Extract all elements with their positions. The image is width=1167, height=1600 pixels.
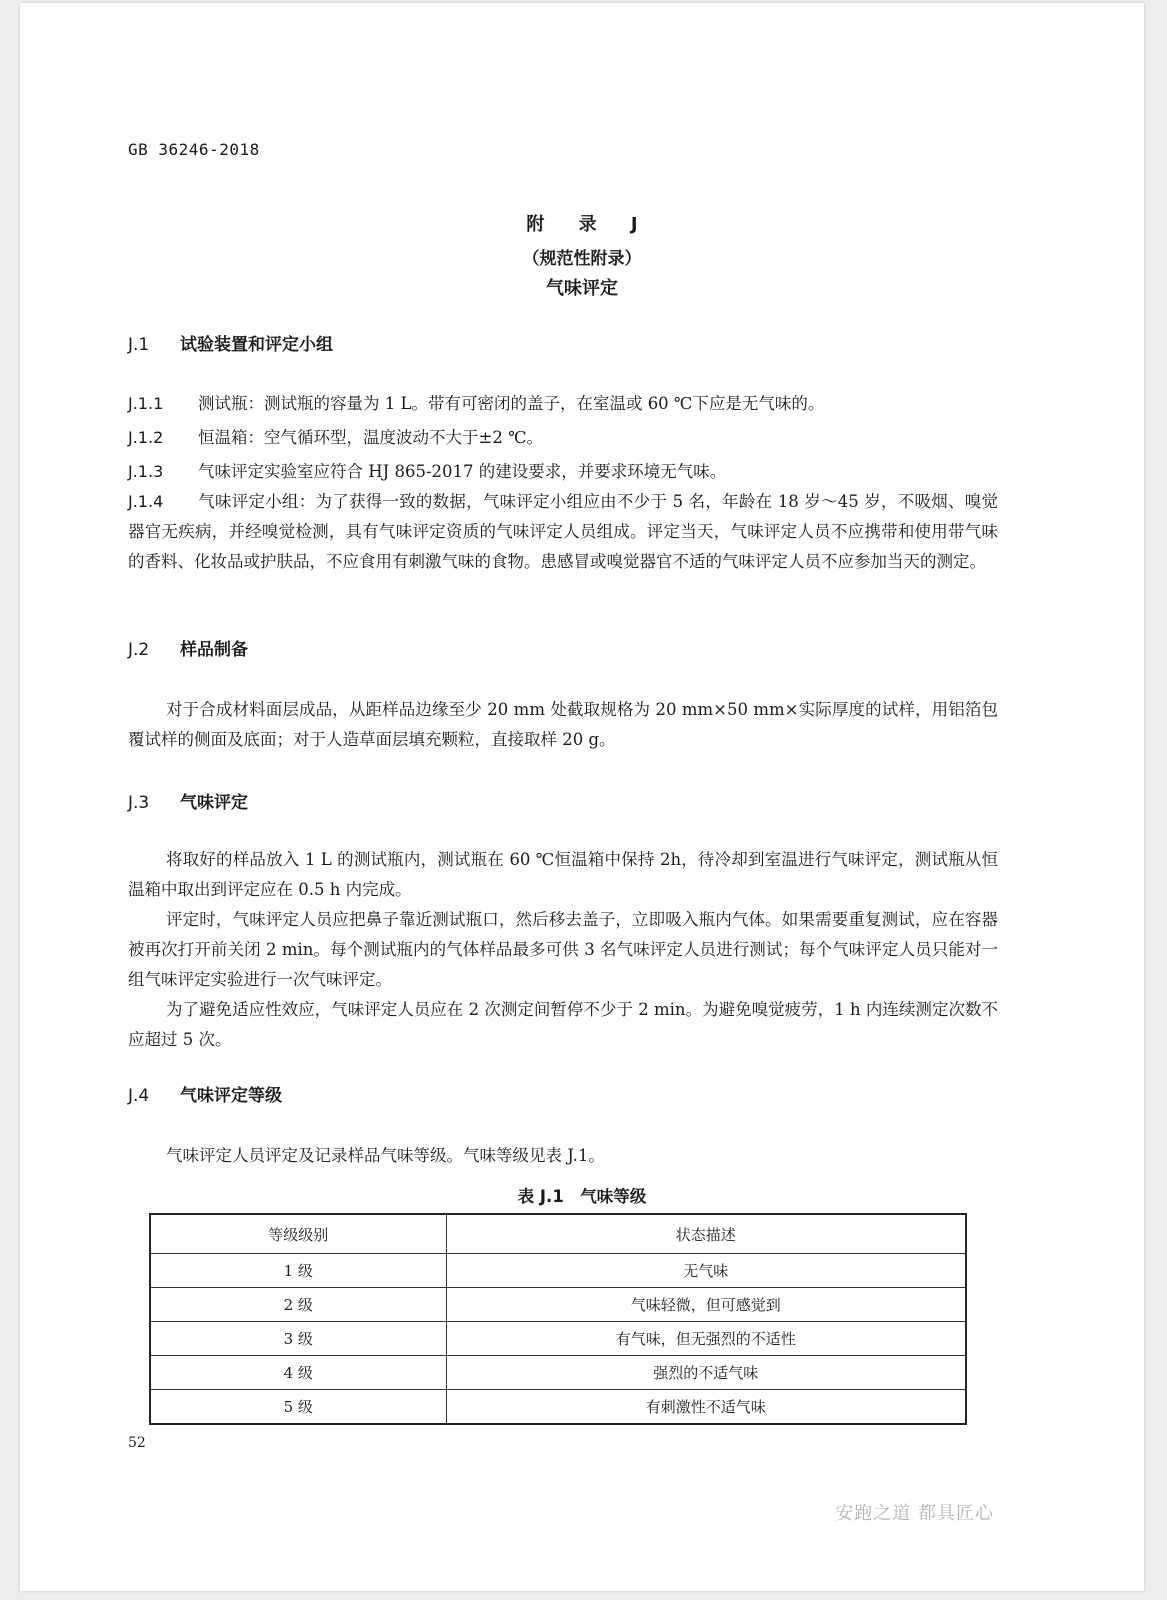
section-title: 试验装置和评定小组 [180, 335, 333, 355]
table-row [150, 1254, 966, 1288]
section-number: J.1 [128, 335, 150, 355]
document-page [20, 3, 1144, 1591]
clause-text: 恒温箱：空气循环型，温度波动不大于±2 ℃。 [198, 428, 544, 447]
paragraph-j3-2: 评定时，气味评定人员应把鼻子靠近测试瓶口，然后移去盖子，立即吸入瓶内气体。如果需要重复测试，应在容器被再次打开前关闭 2 min。每个测试瓶内的气体样品最多可供 3 名气味评定人员进行测试；每个气味评定人员只能对一组气味评定实验进行一次气味评定。 [128, 910, 998, 989]
table-cell: 3 级 [150, 1322, 446, 1356]
annex-name: 气味评定 [546, 278, 618, 299]
table-cell: 1 级 [150, 1254, 446, 1288]
table-header-cell: 状态描述 [446, 1214, 966, 1254]
clause-j-1-4 [128, 487, 998, 577]
table-header-row [150, 1214, 966, 1254]
paragraph-j4: 气味评定人员评定及记录样品气味等级。气味等级见表 J.1。 [166, 1146, 605, 1165]
table-row [150, 1322, 966, 1356]
table-caption: 表 J.1 气味等级 [517, 1187, 647, 1206]
clause-j-1-1 [128, 389, 998, 419]
clause-text: 测试瓶：测试瓶的容量为 1 L。带有可密闭的盖子，在室温或 60 ℃下应是无气味的。 [198, 394, 825, 413]
paragraph-j3-1: 将取好的样品放入 1 L 的测试瓶内，测试瓶在 60 ℃恒温箱中保持 2h，待冷却到室温进行气味评定，测试瓶从恒温箱中取出到评定应在 0.5 h 内完成。 [128, 850, 998, 899]
section-number: J.3 [128, 793, 150, 813]
clause-number: J.1.4 [128, 492, 164, 511]
clause-text: 气味评定实验室应符合 HJ 865-2017 的建设要求，并要求环境无气味。 [198, 462, 727, 481]
clause-j-1-3 [128, 457, 998, 487]
table-row [150, 1288, 966, 1322]
table-cell: 2 级 [150, 1288, 446, 1322]
page-number: 52 [128, 1435, 146, 1451]
section-heading-j1 [128, 330, 333, 355]
table-cell: 有刺激性不适气味 [446, 1390, 966, 1425]
section-heading-j2 [128, 635, 248, 660]
table-cell: 气味轻微，但可感觉到 [446, 1288, 966, 1322]
annex-title: 附 录 J [526, 214, 652, 235]
section-heading-j4 [128, 1081, 282, 1106]
paragraph-j3-3: 为了避免适应性效应，气味评定人员应在 2 次测定间暂停不少于 2 min。为避免嗅觉疲劳，1 h 内连续测定次数不应超过 5 次。 [128, 1000, 998, 1049]
table-cell: 5 级 [150, 1390, 446, 1425]
clause-number: J.1.1 [128, 394, 164, 413]
clause-text: 气味评定小组：为了获得一致的数据，气味评定小组应由不少于 5 名，年龄在 18 岁～45 岁，不吸烟、嗅觉器官无疾病，并经嗅觉检测，具有气味评定资质的气味评定人员组成。评定当天，气味评定人员不应携带和使用带气味的香料、化妆品或护肤品，不应食用有刺激气味的食物。患感冒或嗅觉器官不适的气味评定人员不应参加当天的测定。 [128, 492, 998, 571]
section-heading-j3 [128, 788, 248, 813]
paragraph-j2: 对于合成材料面层成品，从距样品边缘至少 20 mm 处截取规格为 20 mm×50 mm×实际厚度的试样，用铝箔包覆试样的侧面及底面；对于人造草面层填充颗粒，直接取样 20 g。 [128, 700, 998, 749]
odor-grade-table [149, 1213, 967, 1425]
watermark-text: 安跑之道 都具匠心 [835, 1503, 994, 1524]
table-row [150, 1390, 966, 1425]
section-number: J.4 [128, 1086, 150, 1106]
table-cell: 4 级 [150, 1356, 446, 1390]
section-title: 气味评定等级 [180, 1086, 282, 1106]
table-cell: 强烈的不适气味 [446, 1356, 966, 1390]
table-cell: 有气味，但无强烈的不适性 [446, 1322, 966, 1356]
clause-number: J.1.2 [128, 428, 164, 447]
section-title: 气味评定 [180, 793, 248, 813]
table-row [150, 1356, 966, 1390]
section-number: J.2 [128, 640, 150, 660]
clause-j-1-2 [128, 423, 998, 453]
section-title: 样品制备 [180, 640, 248, 660]
standard-code: GB 36246-2018 [128, 140, 260, 159]
clause-number: J.1.3 [128, 462, 164, 481]
table-header-cell: 等级级别 [150, 1214, 446, 1254]
annex-subtitle: （规范性附录） [522, 249, 642, 269]
table-cell: 无气味 [446, 1254, 966, 1288]
